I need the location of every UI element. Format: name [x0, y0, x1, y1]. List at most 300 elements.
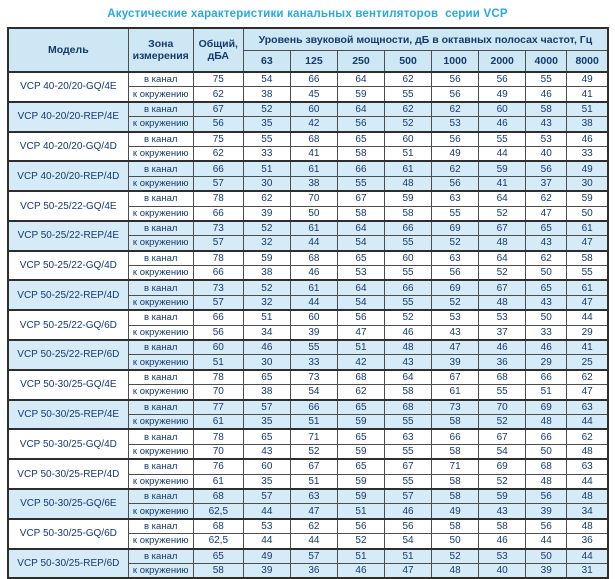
- sound-level-cell: 59: [385, 191, 432, 206]
- sound-level-cell: 47: [567, 385, 608, 400]
- sound-level-cell: 35: [243, 474, 290, 489]
- sound-level-cell: 44: [243, 504, 290, 519]
- sound-level-cell: 40: [479, 563, 526, 578]
- sound-level-cell: 59: [479, 489, 526, 504]
- sound-level-cell: 58: [432, 489, 479, 504]
- sound-level-cell: 68: [385, 400, 432, 415]
- table-row: [8, 340, 608, 355]
- sound-level-cell: 51: [385, 146, 432, 161]
- total-dba-cell: 66: [193, 206, 243, 221]
- sound-level-cell: 65: [243, 370, 290, 385]
- total-dba-cell: 56: [193, 325, 243, 340]
- model-name-cell: VCP 40-20/20-REP/4D: [8, 161, 128, 191]
- sound-level-cell: 57: [290, 549, 337, 564]
- sound-level-cell: 50: [290, 206, 337, 221]
- sound-level-cell: 41: [290, 146, 337, 161]
- measurement-zone-cell: к окружению: [128, 504, 193, 519]
- sound-level-cell: 55: [385, 474, 432, 489]
- sound-level-cell: 62: [385, 102, 432, 117]
- sound-level-cell: 44: [567, 310, 608, 325]
- sound-level-cell: 54: [243, 72, 290, 87]
- sound-level-cell: 41: [479, 176, 526, 191]
- sound-level-cell: 73: [432, 400, 479, 415]
- sound-level-cell: 56: [526, 161, 567, 176]
- sound-level-cell: 56: [432, 87, 479, 102]
- table-row: [8, 102, 608, 117]
- header-measurement-zone: Зона измерения: [128, 28, 193, 72]
- sound-level-cell: 59: [567, 191, 608, 206]
- sound-level-cell: 60: [290, 310, 337, 325]
- sound-level-cell: 66: [337, 161, 384, 176]
- sound-level-cell: 50: [526, 549, 567, 564]
- sound-level-cell: 69: [432, 280, 479, 295]
- measurement-zone-cell: в канал: [128, 310, 193, 325]
- table-row: [8, 549, 608, 564]
- sound-level-cell: 54: [290, 385, 337, 400]
- sound-level-cell: 44: [567, 414, 608, 429]
- sound-level-cell: 59: [337, 414, 384, 429]
- sound-level-cell: 46: [385, 325, 432, 340]
- sound-level-cell: 51: [526, 385, 567, 400]
- model-name-cell: VCP 50-30/25-REP/6D: [8, 549, 128, 579]
- model-name-cell: VCP 40-20/20-REP/4E: [8, 102, 128, 132]
- sound-level-cell: 45: [290, 87, 337, 102]
- measurement-zone-cell: к окружению: [128, 117, 193, 132]
- sound-level-cell: 43: [385, 355, 432, 370]
- sound-level-cell: 53: [526, 132, 567, 147]
- sound-level-cell: 36: [479, 355, 526, 370]
- total-dba-cell: 62: [193, 146, 243, 161]
- sound-level-cell: 50: [526, 444, 567, 459]
- total-dba-cell: 61: [193, 474, 243, 489]
- sound-level-cell: 46: [479, 117, 526, 132]
- sound-level-cell: 47: [337, 325, 384, 340]
- sound-level-cell: 52: [243, 102, 290, 117]
- sound-level-cell: 52: [385, 117, 432, 132]
- sound-level-cell: 55: [526, 72, 567, 87]
- sound-level-cell: 73: [290, 370, 337, 385]
- sound-level-cell: 42: [290, 117, 337, 132]
- total-dba-cell: 77: [193, 400, 243, 415]
- sound-level-cell: 53: [479, 549, 526, 564]
- sound-level-cell: 69: [479, 459, 526, 474]
- sound-level-cell: 38: [567, 117, 608, 132]
- sound-level-cell: 59: [337, 474, 384, 489]
- total-dba-cell: 67: [193, 102, 243, 117]
- sound-level-cell: 61: [290, 161, 337, 176]
- sound-level-cell: 66: [290, 400, 337, 415]
- total-dba-cell: 78: [193, 191, 243, 206]
- measurement-zone-cell: в канал: [128, 549, 193, 564]
- sound-level-cell: 53: [479, 310, 526, 325]
- total-dba-cell: 62,5: [193, 504, 243, 519]
- sound-level-cell: 55: [479, 385, 526, 400]
- sound-level-cell: 60: [479, 102, 526, 117]
- sound-level-cell: 61: [567, 221, 608, 236]
- sound-level-cell: 48: [479, 295, 526, 310]
- sound-level-cell: 58: [432, 414, 479, 429]
- sound-level-cell: 62: [526, 191, 567, 206]
- sound-level-cell: 60: [385, 132, 432, 147]
- sound-level-cell: 47: [567, 236, 608, 251]
- measurement-zone-cell: к окружению: [128, 236, 193, 251]
- sound-level-cell: 64: [337, 102, 384, 117]
- header-freq-500: 500: [385, 51, 432, 73]
- sound-level-cell: 63: [567, 459, 608, 474]
- total-dba-cell: 62,5: [193, 534, 243, 549]
- sound-level-cell: 60: [290, 102, 337, 117]
- sound-level-cell: 33: [526, 325, 567, 340]
- sound-level-cell: 29: [567, 325, 608, 340]
- sound-level-cell: 36: [567, 534, 608, 549]
- sound-level-cell: 69: [432, 221, 479, 236]
- sound-level-cell: 67: [479, 221, 526, 236]
- sound-level-cell: 25: [567, 355, 608, 370]
- sound-level-cell: 60: [385, 251, 432, 266]
- sound-level-cell: 58: [526, 102, 567, 117]
- sound-level-cell: 56: [432, 132, 479, 147]
- table-row: [8, 489, 608, 504]
- sound-level-cell: 38: [290, 176, 337, 191]
- sound-level-cell: 66: [526, 370, 567, 385]
- sound-level-cell: 46: [479, 340, 526, 355]
- sound-level-cell: 62: [385, 72, 432, 87]
- total-dba-cell: 57: [193, 236, 243, 251]
- sound-level-cell: 52: [479, 414, 526, 429]
- sound-level-cell: 47: [385, 563, 432, 578]
- sound-level-cell: 49: [243, 549, 290, 564]
- sound-level-cell: 65: [337, 429, 384, 444]
- sound-level-cell: 59: [337, 444, 384, 459]
- total-dba-cell: 58: [193, 563, 243, 578]
- acoustic-characteristics-table: [7, 27, 609, 579]
- sound-level-cell: 54: [337, 295, 384, 310]
- sound-level-cell: 67: [337, 191, 384, 206]
- sound-level-cell: 57: [243, 400, 290, 415]
- total-dba-cell: 62: [193, 87, 243, 102]
- table-header: [8, 28, 608, 72]
- sound-level-cell: 55: [385, 236, 432, 251]
- table-row: [8, 251, 608, 266]
- total-dba-cell: 78: [193, 429, 243, 444]
- sound-level-cell: 58: [479, 519, 526, 534]
- sound-level-cell: 47: [526, 206, 567, 221]
- measurement-zone-cell: к окружению: [128, 563, 193, 578]
- sound-level-cell: 48: [526, 474, 567, 489]
- sound-level-cell: 51: [337, 549, 384, 564]
- sound-level-cell: 48: [567, 519, 608, 534]
- measurement-zone-cell: к окружению: [128, 534, 193, 549]
- measurement-zone-cell: в канал: [128, 370, 193, 385]
- model-name-cell: VCP 50-25/22-REP/6D: [8, 340, 128, 370]
- measurement-zone-cell: в канал: [128, 161, 193, 176]
- header-freq-8000: 8000: [567, 51, 608, 73]
- header-freq-4000: 4000: [526, 51, 567, 73]
- total-dba-cell: 75: [193, 72, 243, 87]
- sound-level-cell: 46: [526, 87, 567, 102]
- sound-level-cell: 44: [290, 534, 337, 549]
- sound-level-cell: 56: [385, 519, 432, 534]
- total-dba-cell: 65: [193, 549, 243, 564]
- sound-level-cell: 58: [337, 206, 384, 221]
- sound-level-cell: 49: [432, 146, 479, 161]
- sound-level-cell: 56: [479, 72, 526, 87]
- sound-level-cell: 52: [243, 280, 290, 295]
- sound-level-cell: 71: [432, 459, 479, 474]
- sound-level-cell: 54: [479, 444, 526, 459]
- sound-level-cell: 56: [432, 266, 479, 281]
- sound-level-cell: 39: [526, 504, 567, 519]
- measurement-zone-cell: к окружению: [128, 87, 193, 102]
- sound-level-cell: 68: [479, 370, 526, 385]
- sound-level-cell: 58: [432, 519, 479, 534]
- sound-level-cell: 58: [432, 474, 479, 489]
- total-dba-cell: 60: [193, 340, 243, 355]
- sound-level-cell: 66: [385, 221, 432, 236]
- model-name-cell: VCP 50-25/22-GQ/6D: [8, 310, 128, 340]
- sound-level-cell: 53: [337, 266, 384, 281]
- measurement-zone-cell: к окружению: [128, 176, 193, 191]
- sound-level-cell: 48: [567, 444, 608, 459]
- sound-level-cell: 63: [385, 429, 432, 444]
- sound-level-cell: 57: [385, 489, 432, 504]
- sound-level-cell: 62: [337, 385, 384, 400]
- sound-level-cell: 62: [567, 429, 608, 444]
- measurement-zone-cell: к окружению: [128, 414, 193, 429]
- sound-level-cell: 58: [337, 146, 384, 161]
- sound-level-cell: 43: [479, 504, 526, 519]
- sound-level-cell: 48: [385, 340, 432, 355]
- sound-level-cell: 66: [385, 280, 432, 295]
- sound-level-cell: 55: [385, 87, 432, 102]
- sound-level-cell: 61: [290, 221, 337, 236]
- sound-level-cell: 38: [243, 87, 290, 102]
- sound-level-cell: 46: [243, 340, 290, 355]
- sound-level-cell: 47: [567, 295, 608, 310]
- sound-level-cell: 66: [432, 429, 479, 444]
- sound-level-cell: 55: [290, 340, 337, 355]
- measurement-zone-cell: к окружению: [128, 385, 193, 400]
- sound-level-cell: 48: [385, 176, 432, 191]
- sound-level-cell: 60: [243, 459, 290, 474]
- table-row: [8, 400, 608, 415]
- sound-level-cell: 66: [290, 72, 337, 87]
- header-total-dba: Общий, дБА: [193, 28, 243, 72]
- sound-level-cell: 65: [243, 429, 290, 444]
- sound-level-cell: 71: [290, 429, 337, 444]
- sound-level-cell: 58: [432, 444, 479, 459]
- sound-level-cell: 64: [337, 72, 384, 87]
- measurement-zone-cell: в канал: [128, 132, 193, 147]
- sound-level-cell: 44: [526, 534, 567, 549]
- measurement-zone-cell: в канал: [128, 191, 193, 206]
- measurement-zone-cell: к окружению: [128, 266, 193, 281]
- sound-level-cell: 52: [479, 206, 526, 221]
- sound-level-cell: 64: [479, 251, 526, 266]
- header-freq-250: 250: [337, 51, 384, 73]
- sound-level-cell: 42: [337, 355, 384, 370]
- sound-level-cell: 39: [290, 325, 337, 340]
- sound-level-cell: 56: [526, 489, 567, 504]
- sound-level-cell: 68: [526, 459, 567, 474]
- sound-level-cell: 39: [526, 563, 567, 578]
- header-freq-2000: 2000: [479, 51, 526, 73]
- sound-level-cell: 43: [526, 117, 567, 132]
- model-name-cell: VCP 40-20/20-GQ/4E: [8, 72, 128, 102]
- sound-level-cell: 52: [432, 236, 479, 251]
- sound-level-cell: 65: [526, 280, 567, 295]
- measurement-zone-cell: в канал: [128, 340, 193, 355]
- sound-level-cell: 41: [567, 87, 608, 102]
- total-dba-cell: 70: [193, 444, 243, 459]
- sound-level-cell: 67: [479, 429, 526, 444]
- sound-level-cell: 30: [567, 176, 608, 191]
- total-dba-cell: 57: [193, 176, 243, 191]
- sound-level-cell: 56: [337, 310, 384, 325]
- sound-level-cell: 53: [243, 519, 290, 534]
- sound-level-cell: 62: [243, 191, 290, 206]
- sound-level-cell: 55: [479, 132, 526, 147]
- sound-level-cell: 46: [526, 340, 567, 355]
- measurement-zone-cell: в канал: [128, 429, 193, 444]
- sound-level-cell: 50: [432, 534, 479, 549]
- sound-level-cell: 30: [243, 355, 290, 370]
- sound-level-cell: 52: [479, 266, 526, 281]
- total-dba-cell: 68: [193, 519, 243, 534]
- total-dba-cell: 66: [193, 161, 243, 176]
- sound-level-cell: 56: [337, 117, 384, 132]
- table-body: [8, 72, 608, 578]
- sound-level-cell: 56: [432, 176, 479, 191]
- sound-level-cell: 55: [385, 444, 432, 459]
- measurement-zone-cell: в канал: [128, 221, 193, 236]
- sound-level-cell: 44: [243, 534, 290, 549]
- table-row: [8, 280, 608, 295]
- table-row: [8, 429, 608, 444]
- sound-level-cell: 44: [567, 474, 608, 489]
- measurement-zone-cell: к окружению: [128, 295, 193, 310]
- sound-level-cell: 63: [567, 400, 608, 415]
- sound-level-cell: 62: [432, 102, 479, 117]
- total-dba-cell: 68: [193, 489, 243, 504]
- model-name-cell: VCP 50-30/25-GQ/6E: [8, 489, 128, 519]
- sound-level-cell: 52: [479, 474, 526, 489]
- sound-level-cell: 57: [243, 489, 290, 504]
- sound-level-cell: 55: [337, 176, 384, 191]
- sound-level-cell: 67: [290, 459, 337, 474]
- sound-level-cell: 33: [567, 146, 608, 161]
- sound-level-cell: 52: [432, 549, 479, 564]
- header-model: Модель: [8, 28, 128, 72]
- sound-level-cell: 64: [337, 221, 384, 236]
- sound-level-cell: 46: [385, 504, 432, 519]
- sound-level-cell: 30: [243, 176, 290, 191]
- model-name-cell: VCP 50-30/25-GQ/6D: [8, 519, 128, 549]
- model-name-cell: VCP 50-30/25-REP/4E: [8, 400, 128, 430]
- model-name-cell: VCP 50-25/22-GQ/4E: [8, 191, 128, 221]
- sound-level-cell: 70: [479, 400, 526, 415]
- sound-level-cell: 52: [432, 295, 479, 310]
- total-dba-cell: 73: [193, 221, 243, 236]
- sound-level-cell: 44: [290, 236, 337, 251]
- sound-level-cell: 35: [243, 414, 290, 429]
- sound-level-cell: 48: [526, 414, 567, 429]
- measurement-zone-cell: к окружению: [128, 474, 193, 489]
- sound-level-cell: 52: [385, 310, 432, 325]
- sound-level-cell: 49: [479, 87, 526, 102]
- sound-level-cell: 65: [526, 221, 567, 236]
- sound-level-cell: 37: [526, 176, 567, 191]
- sound-level-cell: 31: [567, 563, 608, 578]
- sound-level-cell: 46: [290, 266, 337, 281]
- total-dba-cell: 61: [193, 414, 243, 429]
- sound-level-cell: 56: [526, 519, 567, 534]
- sound-level-cell: 38: [243, 266, 290, 281]
- sound-level-cell: 63: [432, 191, 479, 206]
- sound-level-cell: 49: [567, 161, 608, 176]
- sound-level-cell: 50: [526, 310, 567, 325]
- model-name-cell: VCP 50-30/25-GQ/4E: [8, 370, 128, 400]
- sound-level-cell: 53: [432, 117, 479, 132]
- total-dba-cell: 78: [193, 370, 243, 385]
- sound-level-cell: 65: [337, 132, 384, 147]
- sound-level-cell: 54: [385, 534, 432, 549]
- sound-level-cell: 37: [479, 325, 526, 340]
- sound-level-cell: 61: [567, 280, 608, 295]
- sound-level-cell: 35: [243, 117, 290, 132]
- model-name-cell: VCP 50-25/22-GQ/4D: [8, 251, 128, 281]
- sound-level-cell: 68: [337, 370, 384, 385]
- header-freq-1000: 1000: [432, 51, 479, 73]
- sound-level-cell: 59: [337, 87, 384, 102]
- sound-level-cell: 66: [526, 429, 567, 444]
- sound-level-cell: 50: [567, 206, 608, 221]
- measurement-zone-cell: в канал: [128, 489, 193, 504]
- table-row: [8, 459, 608, 474]
- sound-level-cell: 53: [432, 310, 479, 325]
- sound-level-cell: 44: [290, 295, 337, 310]
- sound-level-cell: 65: [337, 251, 384, 266]
- sound-level-cell: 29: [526, 355, 567, 370]
- sound-level-cell: 68: [290, 251, 337, 266]
- header-row-group: [8, 28, 608, 51]
- sound-level-cell: 51: [243, 310, 290, 325]
- total-dba-cell: 51: [193, 355, 243, 370]
- page-title: Акустические характеристики канальных вентиляторов серии VCP: [107, 8, 508, 20]
- table-row: [8, 519, 608, 534]
- sound-level-cell: 61: [385, 161, 432, 176]
- sound-level-cell: 34: [243, 325, 290, 340]
- measurement-zone-cell: в канал: [128, 72, 193, 87]
- sound-level-cell: 58: [385, 385, 432, 400]
- sound-level-cell: 33: [290, 355, 337, 370]
- sound-level-cell: 36: [290, 563, 337, 578]
- model-name-cell: VCP 40-20/20-GQ/4D: [8, 132, 128, 162]
- sound-level-cell: 64: [337, 280, 384, 295]
- total-dba-cell: 75: [193, 132, 243, 147]
- total-dba-cell: 76: [193, 459, 243, 474]
- sound-level-cell: 62: [290, 519, 337, 534]
- total-dba-cell: 66: [193, 266, 243, 281]
- table-row: [8, 161, 608, 176]
- sound-level-cell: 64: [385, 370, 432, 385]
- sound-level-cell: 43: [243, 444, 290, 459]
- sound-level-cell: 43: [526, 236, 567, 251]
- sound-level-cell: 65: [337, 459, 384, 474]
- measurement-zone-cell: в канал: [128, 251, 193, 266]
- sound-level-cell: 47: [432, 340, 479, 355]
- sound-level-cell: 68: [290, 132, 337, 147]
